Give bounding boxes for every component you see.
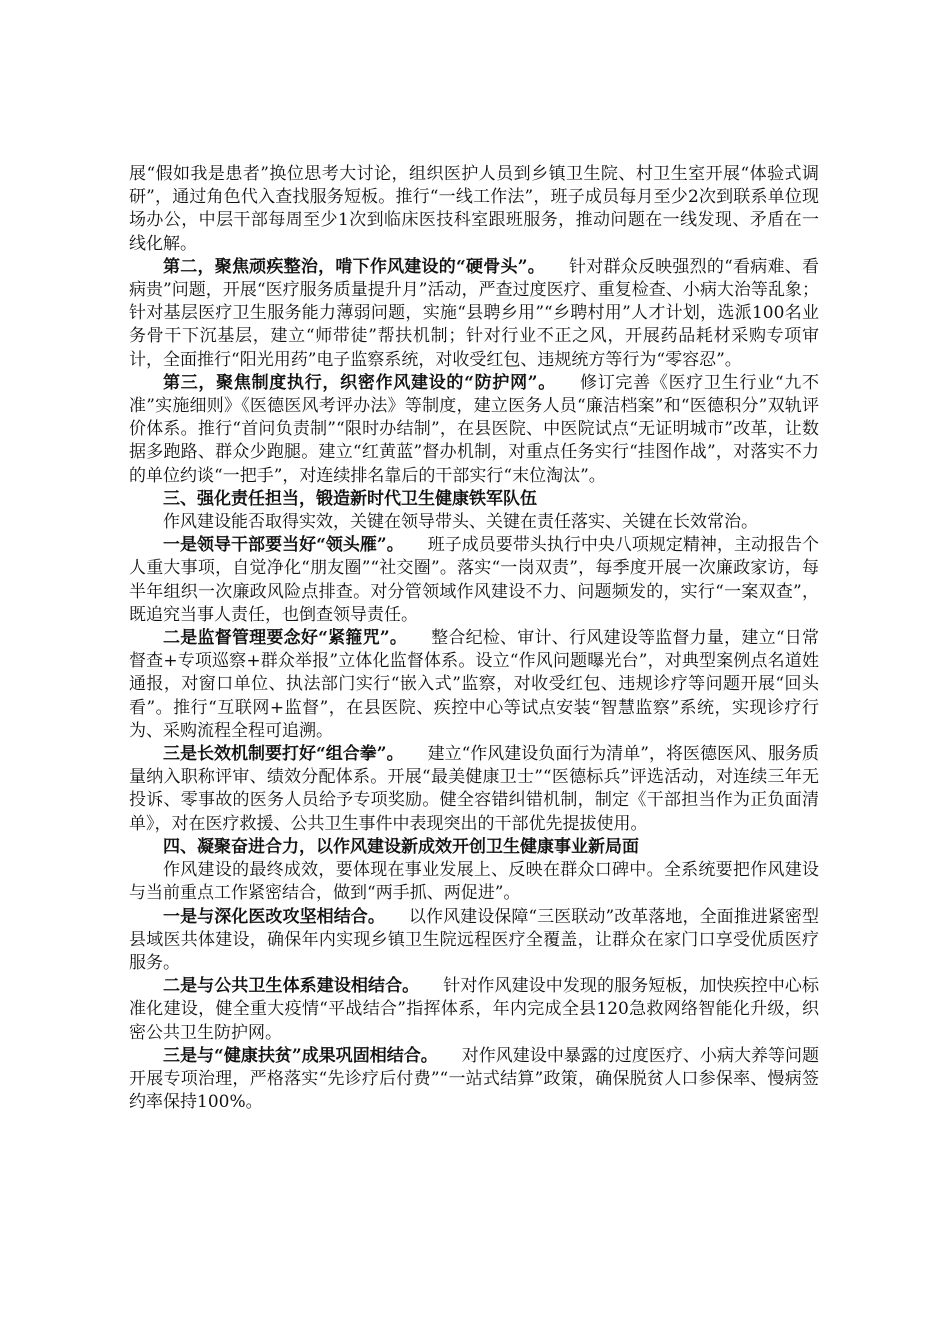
section-heading: 三、强化责任担当，锻造新时代卫生健康铁军队伍	[163, 488, 537, 509]
body-paragraph	[129, 859, 819, 905]
body-paragraph	[129, 163, 819, 256]
paragraph-lead: 一是领导干部要当好“领头雁”。	[163, 535, 404, 556]
paragraph-text: 针对作风建设中发现的服务短板，加快疾控中心标准化建设，健全重大疫情“平战结合”指挥体系，年内完成全县120急救网络智能化升级，织密公共卫生防护网。	[129, 976, 819, 1043]
paragraph-lead: 一是与深化医改攻坚相结合。	[163, 906, 385, 927]
paragraph-text: 建立“作风建设负面行为清单”，将医德医风、服务质量纳入职称评审、绩效分配体系。开展“最美健康卫士”“医德标兵”评选活动，对连续三年无投诉、零事故的医务人员给予专项奖励。健全容错纠错机制，制定《干部担当作为正负面清单》，对在医疗救援、公共卫生事件中表现突出的干部优先提拔使用。	[129, 744, 819, 834]
paragraph-lead: 第二，聚焦顽疾整治，啃下作风建设的“硬骨头”。	[163, 256, 545, 277]
paragraph-text: 展“假如我是患者”换位思考大讨论，组织医护人员到乡镇卫生院、村卫生室开展“体验式调研”，通过角色代入查找服务短板。推行“一线工作法”，班子成员每月至少2次到联系单位现场办公，中层干部每周至少1次到临床医技科室跟班服务，推动问题在一线发现、矛盾在一线化解。	[129, 164, 819, 254]
paragraph-text: 对作风建设中暴露的过度医疗、小病大养等问题开展专项治理，严格落实“先诊疗后付费”“一站式结算”政策，确保脱贫人口参保率、慢病签约率保持100%。	[129, 1045, 820, 1113]
paragraph-text: 修订完善《医疗卫生行业“九不准”实施细则》《医德医风考评办法》等制度，建立医务人员“廉洁档案”和“医德积分”双轨评价体系。推行“首问负责制”“限时办结制”，在县医院、中医院试点“无证明城市”改革，让数据多跑路、群众少跑腿。建立“红黄蓝”督办机制，对重点任务实行“挂图作战”，对落实不力的单位约谈“一把手”，对连续排名靠后的干部实行“末位淘汰”。	[129, 372, 819, 486]
paragraph-lead: 三是与“健康扶贫”成果巩固相结合。	[163, 1045, 438, 1066]
paragraph-text: 以作风建设保障“三医联动”改革落地，全面推进紧密型县域医共体建设，确保年内实现乡镇卫生院远程医疗全覆盖，让群众在家门口享受优质医疗服务。	[129, 906, 819, 973]
section-heading: 四、凝聚奋进合力，以作风建设新成效开创卫生健康事业新局面	[163, 836, 639, 857]
paragraph-lead: 二是监督管理要念好“紧箍咒”。	[163, 628, 408, 649]
body-paragraph	[129, 743, 819, 836]
body-paragraph	[129, 256, 819, 372]
paragraph-lead: 第三，聚焦制度执行，织密作风建设的“防护网”。	[163, 372, 556, 393]
paragraph-text: 整合纪检、审计、行风建设等监督力量，建立“日常督查+专项巡察+群众举报”立体化监督体系。设立“作风问题曝光台”，对典型案例点名道姓通报，对窗口单位、执法部门实行“嵌入式”监察，对收受红包、违规诊疗等问题开展“回头看”。推行“互联网+监督”，在县医院、疾控中心等试点安装“智慧监察”系统，实现诊疗行为、采购流程全程可追溯。	[129, 628, 819, 741]
body-paragraph	[129, 372, 819, 488]
body-paragraph	[129, 975, 819, 1045]
paragraph-text: 针对群众反映强烈的“看病难、看病贵”问题，开展“医疗服务质量提升月”活动，严查过度医疗、重复检查、小病大治等乱象；针对基层医疗卫生服务能力薄弱问题，实施“县聘乡用”“乡聘村用”人才计划，选派100名业务骨干下沉基层，建立“师带徒”帮扶机制；针对行业不正之风，开展药品耗材采购专项审计，全面推行“阳光用药”电子监察系统，对收受红包、违规统方等行为“零容忍”。	[129, 256, 819, 370]
paragraph-text: 班子成员要带头执行中央八项规定精神，主动报告个人重大事项，自觉净化“朋友圈”“社交圈”。落实“一岗双责”，每季度开展一次廉政家访，每半年组织一次廉政风险点排查。对分管领域作风建设不力、问题频发的，实行“一案双查”，既追究当事人责任，也倒查领导责任。	[129, 535, 819, 625]
paragraph-text: 作风建设能否取得实效，关键在领导带头、关键在责任落实、关键在长效常治。	[163, 512, 758, 533]
body-paragraph	[129, 511, 819, 534]
body-paragraph	[129, 534, 819, 627]
paragraph-text: 作风建设的最终成效，要体现在事业发展上、反映在群众口碑中。全系统要把作风建设与当前重点工作紧密结合，做到“两手抓、两促进”。	[129, 860, 819, 904]
paragraph-lead: 二是与公共卫生体系建设相结合。	[163, 976, 420, 997]
paragraph-lead: 三是长效机制要打好“组合拳”。	[163, 744, 404, 765]
body-paragraph	[129, 906, 819, 976]
body-paragraph	[129, 627, 819, 743]
body-paragraph	[129, 1045, 819, 1115]
document-page	[129, 163, 819, 1114]
